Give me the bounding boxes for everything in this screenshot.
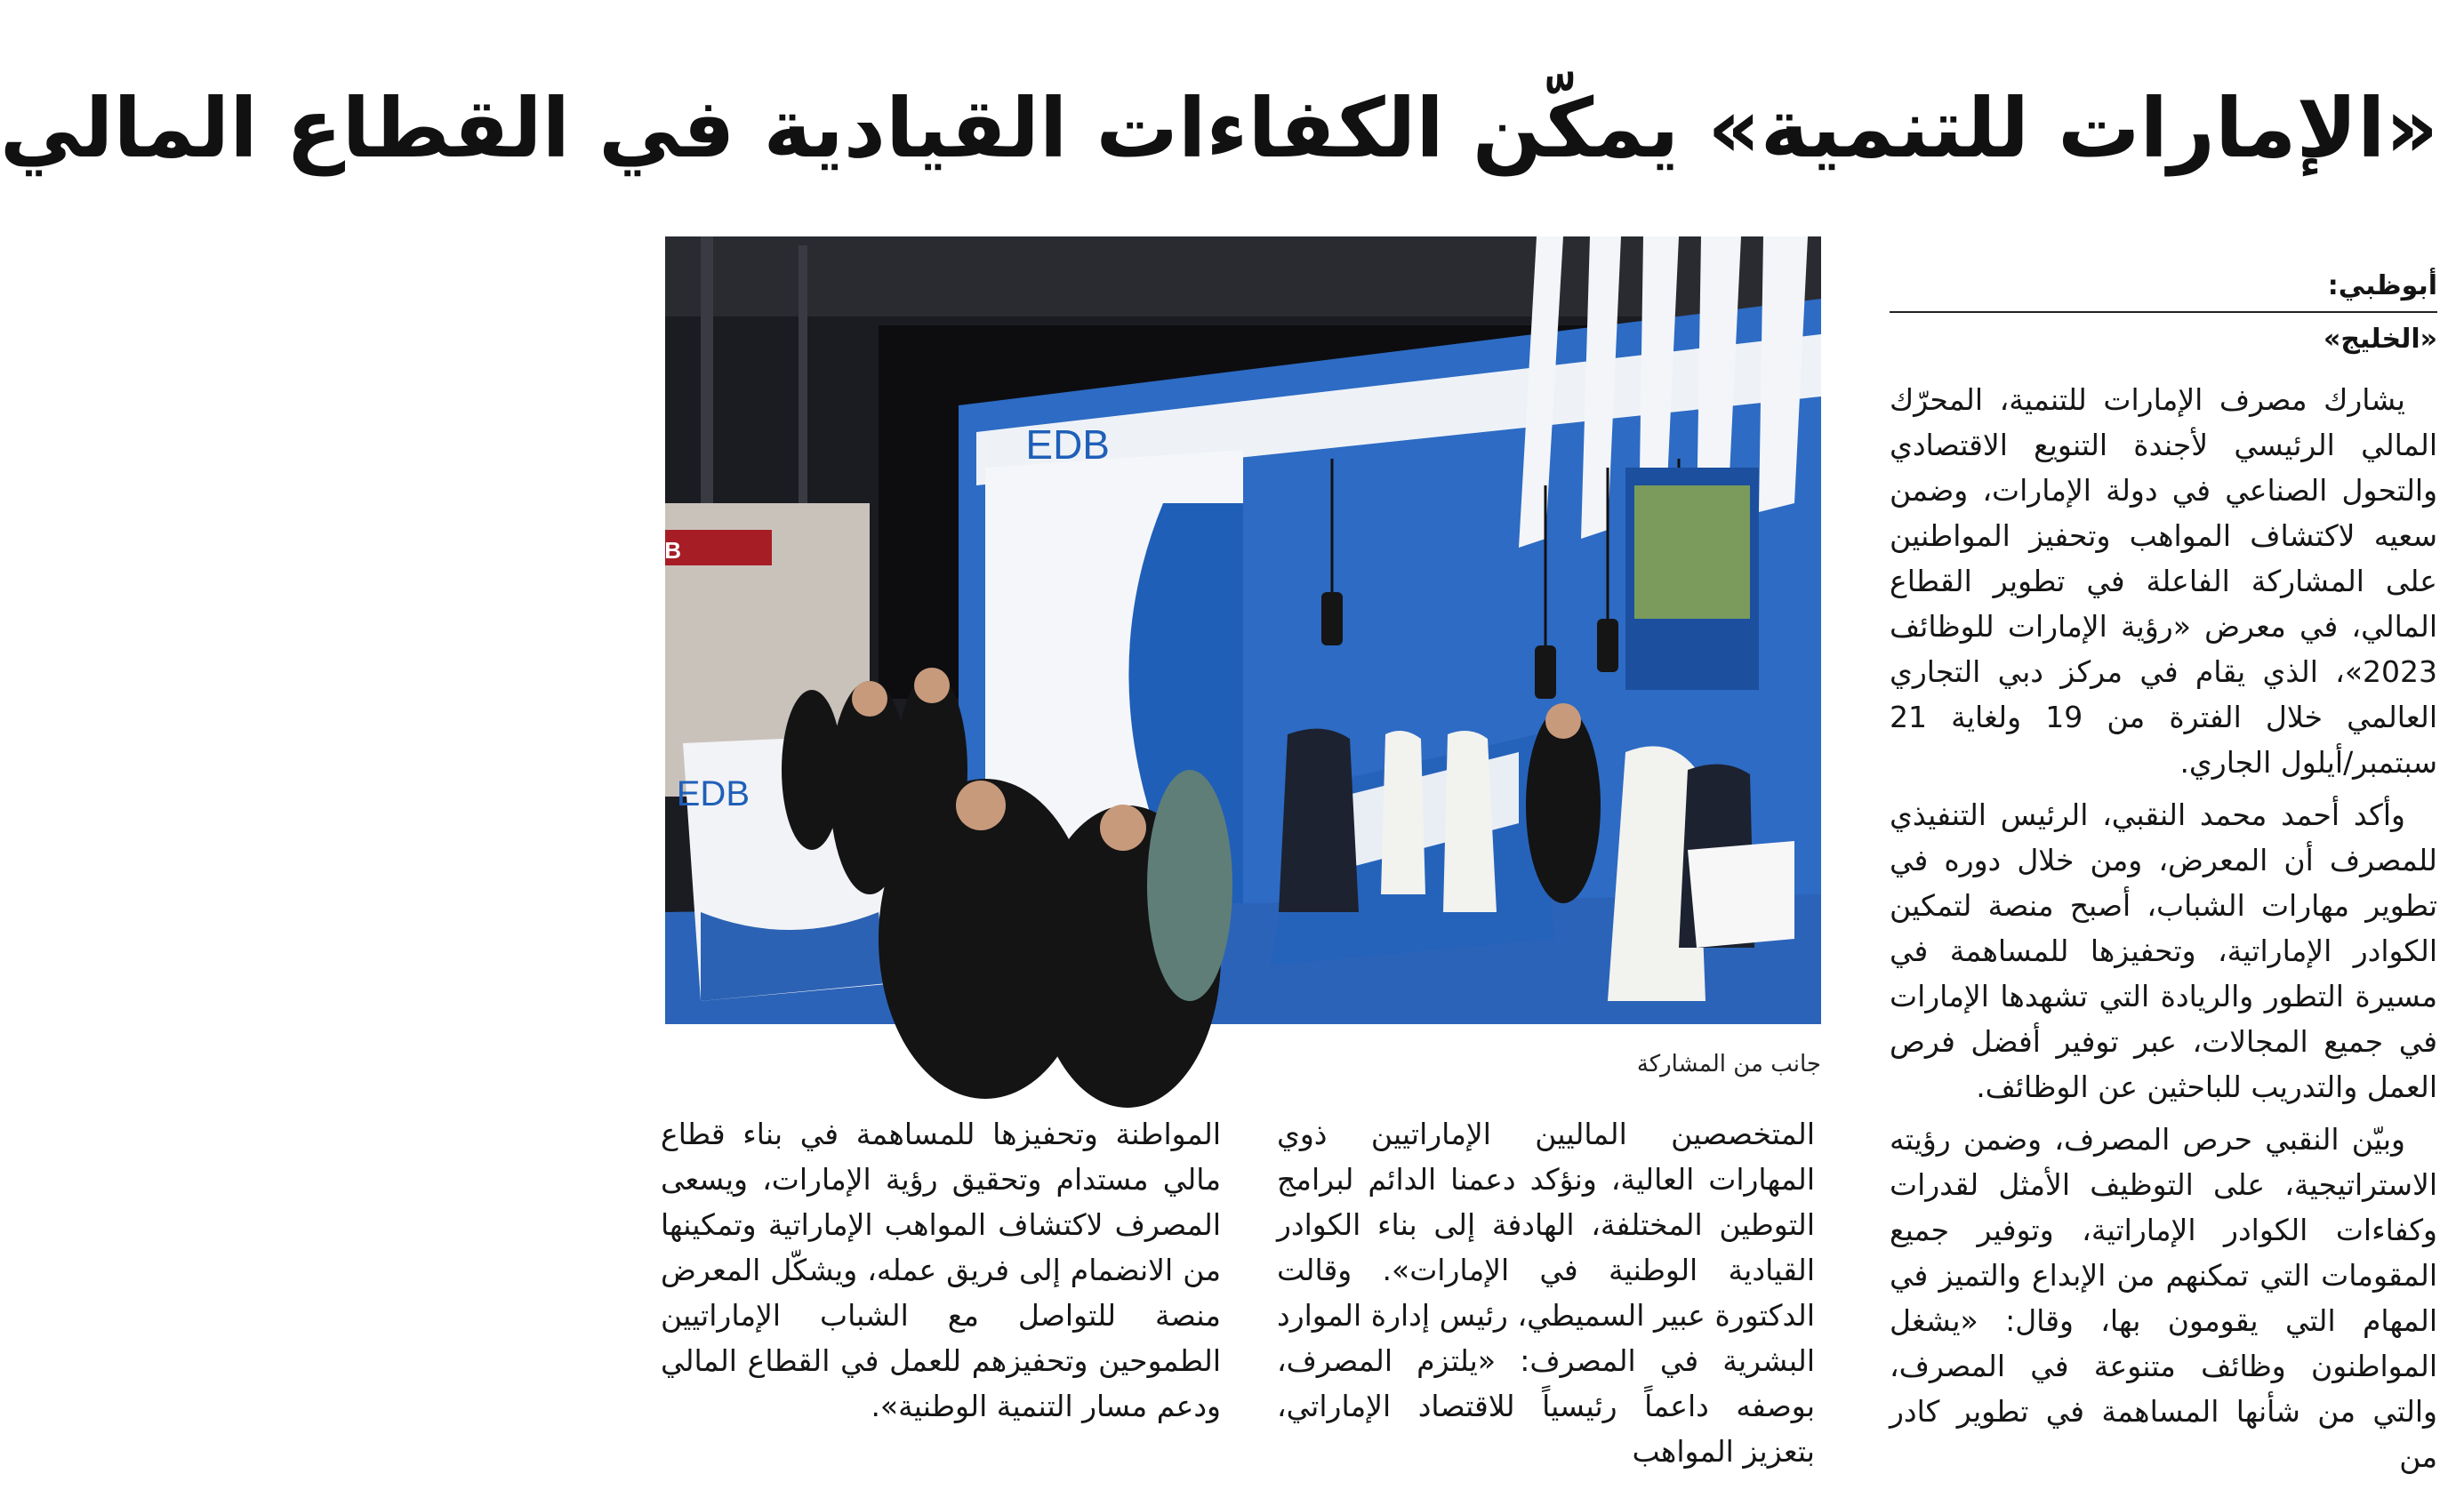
byline-place: أبوظبي:	[1890, 267, 2437, 313]
article-column-1	[1890, 377, 2437, 1479]
article-column-3	[661, 1111, 1221, 1429]
article-column-2	[1277, 1111, 1815, 1474]
paragraph-4: المتخصصين الماليين الإماراتيين ذوي المهارات العالية، ونؤكد دعمنا الدائم لبرامج التوطين المختلفة، الهادفة إلى بناء الكوادر القيادية الوطنية في الإمارات». وقالت الدكتورة عبير السميطي، رئيس إدارة الموارد البشرية في المصرف: «يلتزم المصرف، بوصفه داعماً رئيسياً للاقتصاد الإماراتي، بتعزيز المواهب	[1277, 1117, 1815, 1469]
booth-logo: EDB	[1025, 421, 1110, 468]
desk-logo: EDB	[676, 774, 750, 813]
byline-source: «الخليج»	[2323, 324, 2437, 355]
headline: «الإمارات للتنمية» يمكّن الكفاءات القيادية في القطاع المالي	[0, 81, 2438, 176]
byline	[1890, 267, 2437, 359]
paragraph-5: المواطنة وتحفيزها للمساهمة في بناء قطاع مالي مستدام وتحقيق رؤية الإمارات، ويسعى المصرف لاكتشاف المواهب الإماراتية وتمكينها من الانضمام إلى فريق عمله، ويشكّل المعرض منصة للتواصل مع الشباب الإماراتيين الطموحين وتحفيزهم للعمل في القطاع المالي ودعم مسار التنمية الوطنية».	[661, 1117, 1221, 1423]
side-logo: ADCB	[614, 537, 681, 564]
paragraph-2: وأكد أحمد محمد النقبي، الرئيس التنفيذي للمصرف أن المعرض، ومن خلال دوره في تطوير مهارات الشباب، أصبح منصة لتمكين الكوادر الإماراتية، وتحفيزها للمساهمة في مسيرة التطور والريادة التي تشهدها الإمارات في جميع المجالات، عبر توفير أفضل فرص العمل والتدريب للباحثين عن الوظائف.	[1890, 797, 2437, 1104]
booth-illustration	[614, 236, 1821, 1024]
paragraph-3: وبيّن النقبي حرص المصرف، وضمن رؤيته الاستراتيجية، على التوظيف الأمثل لقدرات وكفاءات الكوادر الإماراتية، وتوفير جميع المقومات التي تمكنهم من الإبداع والتميز في المهام التي يقومون بها، وقال: «يشغل المواطنون وظائف متنوعة في المصرف، والتي من شأنها المساهمة في تطوير كادر من	[1890, 1122, 2437, 1474]
photo-caption: جانب من المشاركة	[1636, 1051, 1821, 1077]
paragraph-1: يشارك مصرف الإمارات للتنمية، المحرّك المالي الرئيسي لأجندة التنويع الاقتصادي والتحول الصناعي في دولة الإمارات، وضمن سعيه لاكتشاف المواهب وتحفيز المواطنين على المشاركة الفاعلة في تطوير القطاع المالي، في معرض «رؤية الإمارات للوظائف 2023»، الذي يقام في مركز دبي التجاري العالمي خلال الفترة من 19 ولغاية 21 سبتمبر/أيلول الجاري.	[1890, 382, 2437, 780]
exhibition-photo	[614, 236, 1821, 1024]
